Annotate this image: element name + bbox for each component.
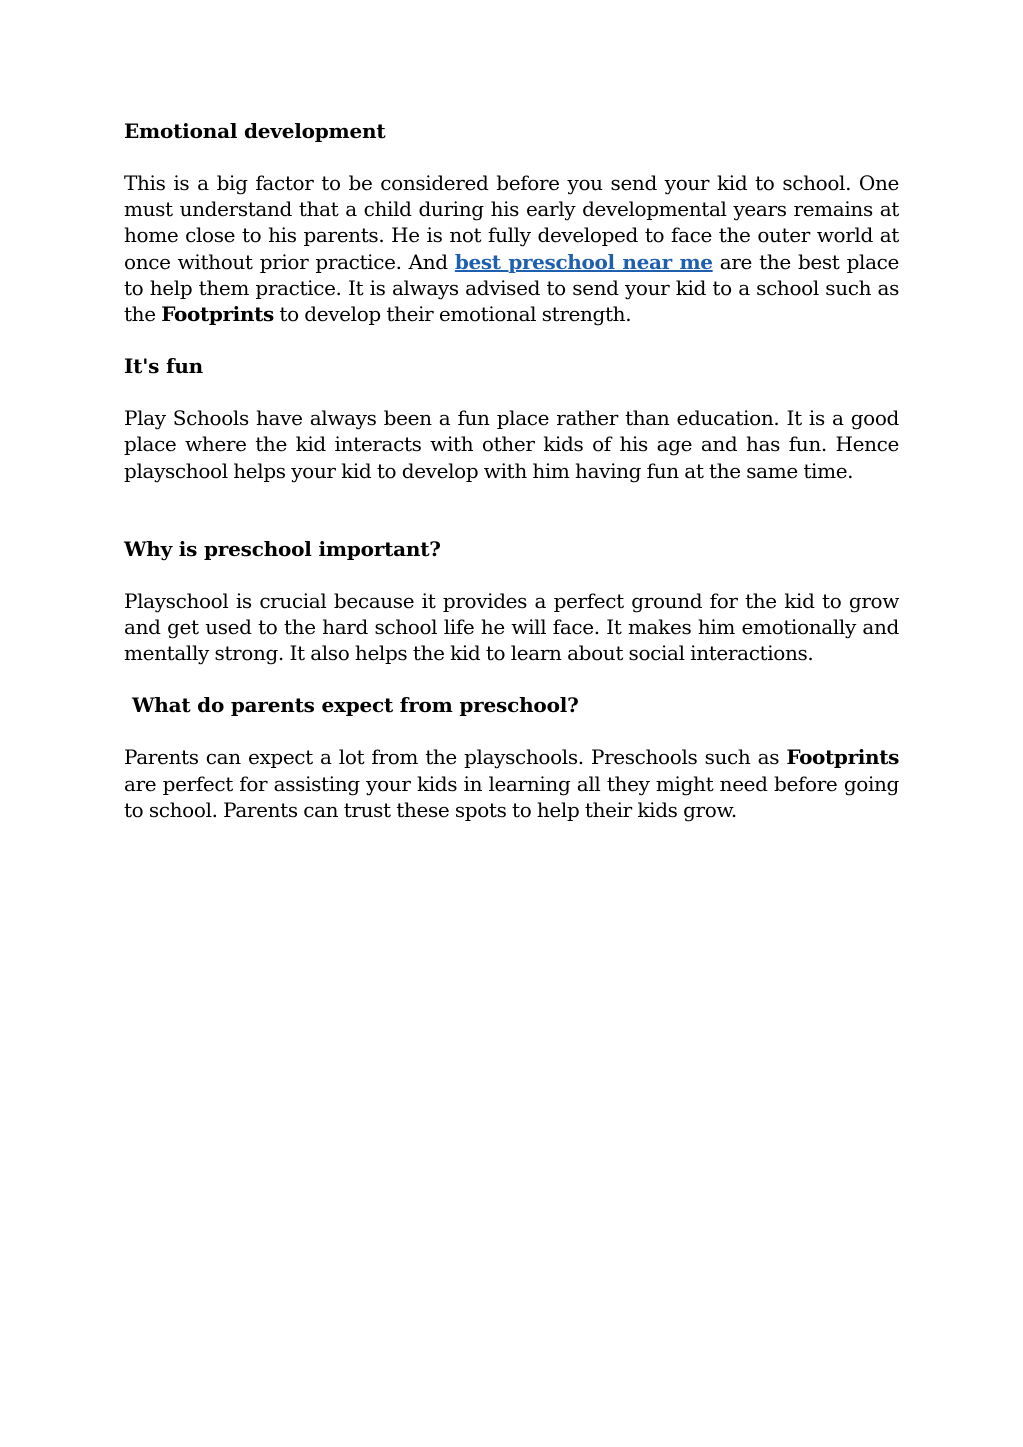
section-heading-its-fun: It's fun bbox=[124, 354, 204, 379]
document-body bbox=[124, 118, 899, 823]
paragraph-text: Parents can expect a lot from the playschools. Preschools such as bbox=[124, 745, 787, 770]
section-paragraph-why-preschool-important: Playschool is crucial because it provides a perfect ground for the kid to grow and get used to the hard school life he will face. It makes him emotionally and mentally strong. It also helps the kid to learn about social interactions. bbox=[124, 588, 899, 666]
paragraph-text: are perfect for assisting your kids in learning all they might need before going to school. Parents can trust these spots to help their kids grow. bbox=[124, 771, 899, 822]
section-heading-parents-expect: What do parents expect from preschool? bbox=[132, 693, 579, 718]
best-preschool-link[interactable]: best preschool near me bbox=[454, 249, 713, 274]
paragraph-text: to develop their emotional strength. bbox=[273, 302, 632, 327]
section-paragraph-emotional-development bbox=[124, 170, 899, 327]
paragraph-text: are the best place to help them practice. It is always advised to send your kid to a school such as the bbox=[124, 249, 899, 327]
section-paragraph-its-fun: Play Schools have always been a fun place rather than education. It is a good place where the kid interacts with other kids of his age and has fun. Hence playschool helps your kid to develop with him having fun at the same time. bbox=[124, 406, 899, 483]
section-heading-emotional-development: Emotional development bbox=[124, 119, 386, 143]
footprints-bold-text: Footprints bbox=[786, 745, 899, 770]
section-paragraph-parents-expect bbox=[124, 744, 899, 823]
section-heading-why-preschool-important: Why is preschool important? bbox=[124, 536, 441, 561]
paragraph-text: This is a big factor to be considered before you send your kid to school. One must understand that a child during his early developmental years remains at home close to his parents. He is not fully developed to face the outer world at once without prior practice. And bbox=[124, 171, 899, 274]
footprints-bold-text: Footprints bbox=[161, 302, 274, 327]
